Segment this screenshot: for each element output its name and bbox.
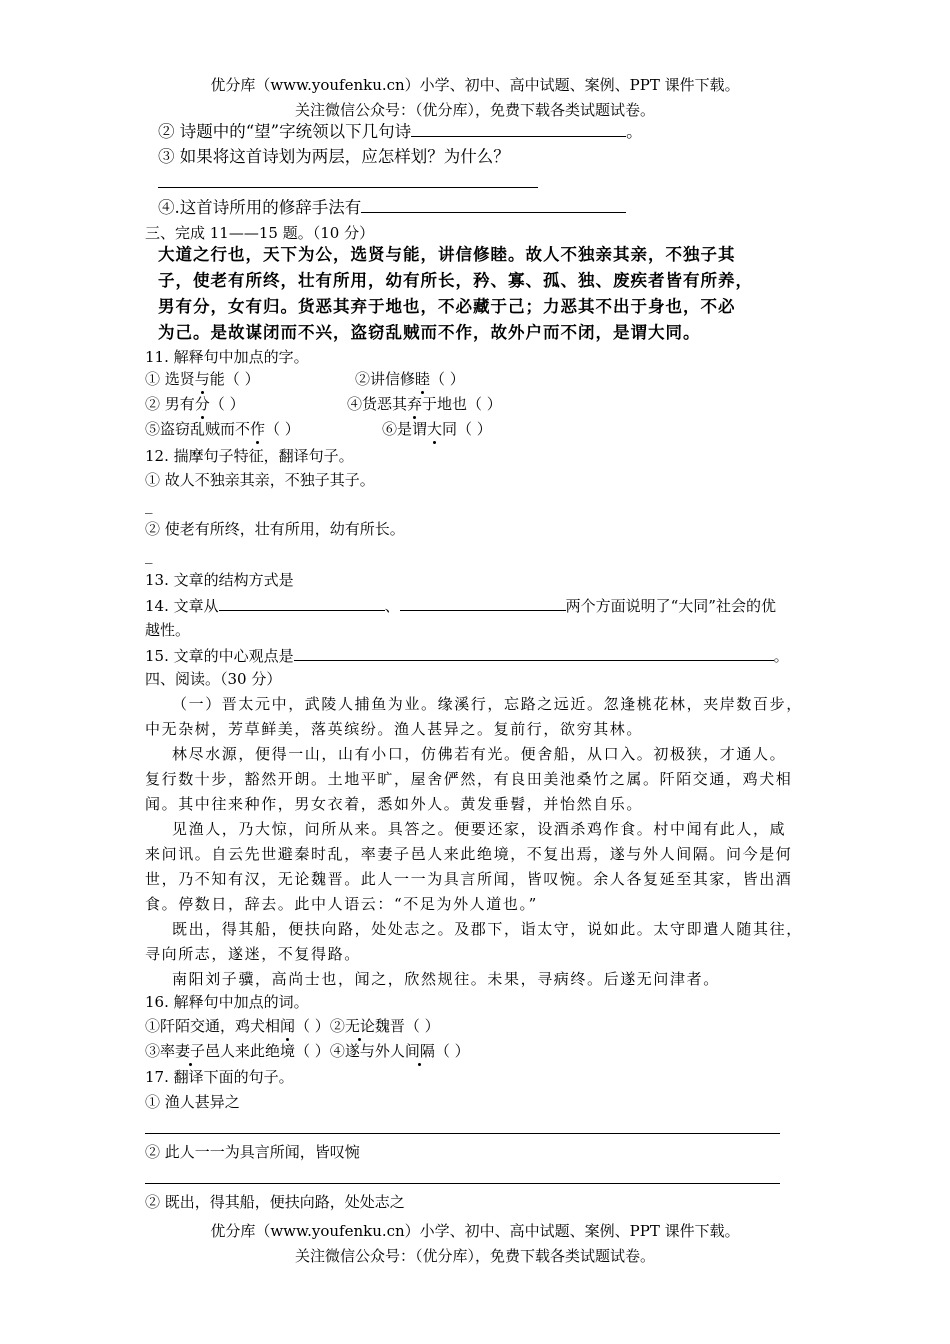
question-14: 14. 文章从 、 两个方面说明了“大同”社会的优 — [145, 594, 776, 617]
question-4: ④.这首诗所用的修辞手法有 — [158, 196, 626, 219]
passage-line: 男有分，女有归。货恶其弃于地也，不必藏于己；力恶其不出于身也，不必 — [158, 297, 736, 316]
passage-line: 中无杂树，芳草鲜美，落英缤纷。渔人甚异之。复前行，欲穷其林。 — [145, 720, 644, 738]
answer-blank[interactable] — [294, 644, 774, 661]
answer-line[interactable] — [145, 1183, 780, 1184]
answer-mark[interactable]: _ — [145, 496, 153, 514]
question-11-row: ② 男有分（ ） — [145, 395, 245, 413]
question-16-row: ③率妻子邑人来此绝境（ ）④遂与外人间隔（ ） — [145, 1042, 470, 1060]
passage-line: 南阳刘子骥，高尚士也，闻之，欣然规往。未果，寻病终。后遂无问津者。 — [172, 970, 720, 988]
question-3: ③ 如果将这首诗划为两层，应怎样划？为什么？ — [158, 147, 510, 166]
question-17-sentence: ② 此人一一为具言所闻，皆叹惋 — [145, 1143, 360, 1161]
passage-line: 见渔人，乃大惊，问所从来。具答之。便要还家，设酒杀鸡作食。村中闻有此人，咸 — [172, 820, 787, 838]
question-17-stem: 17. 翻译下面的句子。 — [145, 1068, 294, 1086]
answer-blank[interactable] — [400, 594, 566, 611]
question-14-continued: 越性。 — [145, 621, 191, 639]
question-11-stem: 11. 解释句中加点的字。 — [145, 348, 309, 366]
passage-line: （一）晋太元中，武陵人捕鱼为业。缘溪行，忘路之远近。忽逢桃花林，夹岸数百步， — [172, 695, 803, 713]
question-2: ② 诗题中的“望”字统领以下几句诗 。 — [158, 122, 643, 141]
header-line-2: 关注微信公众号：（优分库），免费下载各类试题试卷。 — [294, 101, 655, 119]
passage-line: 子，使老有所终，壮有所用，幼有所长，矜、寡、孤、独、废疾者皆有所养， — [158, 271, 753, 290]
question-11-row: ⑥是谓大同（ ） — [382, 420, 492, 438]
question-17-sentence: ② 既出，得其船，便扶向路，处处志之 — [145, 1193, 405, 1211]
passage-line: 世，乃不知有汉，无论魏晋。此人一一为具言所闻，皆叹惋。余人各复延至其家，皆出酒 — [145, 870, 793, 888]
question-13: 13. 文章的结构方式是 — [145, 571, 294, 589]
passage-line: 复行数十步，豁然开朗。土地平旷，屋舍俨然，有良田美池桑竹之属。阡陌交通，鸡犬相 — [145, 770, 793, 788]
answer-mark[interactable]: _ — [145, 546, 153, 564]
question-12-sentence: ① 故人不独亲其亲，不独子其子。 — [145, 471, 375, 489]
question-11-row: ②讲信修睦（ ） — [355, 370, 465, 388]
question-17-sentence: ① 渔人甚异之 — [145, 1093, 240, 1111]
answer-line[interactable] — [145, 1133, 780, 1134]
passage-line: 为己。是故谋闭而不兴，盗窃乱贼而不作，故外户而不闭，是谓大同。 — [158, 323, 701, 342]
footer-line-1: 优分库（www.youfenku.cn）小学、初中、高中试题、案例、PPT 课件下载。 — [210, 1222, 740, 1240]
answer-blank[interactable] — [219, 594, 385, 611]
question-12-stem: 12. 揣摩句子特征，翻译句子。 — [145, 447, 354, 465]
section-4-title: 四、阅读。（30 分） — [145, 670, 282, 688]
question-16-stem: 16. 解释句中加点的词。 — [145, 993, 309, 1011]
passage-line: 来问讯。自云先世避秦时乱，率妻子邑人来此绝境，不复出焉，遂与外人间隔。问今是何 — [145, 845, 793, 863]
question-11-row: ⑤盗窃乱贼而不作（ ） — [145, 420, 300, 438]
header-line-1: 优分库（www.youfenku.cn）小学、初中、高中试题、案例、PPT 课件下载。 — [210, 76, 740, 94]
answer-blank[interactable] — [411, 120, 626, 137]
question-11-row: ④货恶其弃于地也（ ） — [347, 395, 502, 413]
answer-line[interactable] — [158, 187, 538, 188]
passage-line: 林尽水源，便得一山，山有小口，仿佛若有光。便舍船，从口入。初极狭，才通人。 — [172, 745, 787, 763]
question-16-row: ①阡陌交通，鸡犬相闻（ ）②无论魏晋（ ） — [145, 1017, 440, 1035]
passage-line: 大道之行也，天下为公，选贤与能，讲信修睦。故人不独亲其亲，不独子其 — [158, 245, 736, 264]
answer-blank[interactable] — [361, 196, 626, 213]
passage-line: 闻。其中往来种作，男女衣着，悉如外人。黄发垂髫，并怡然自乐。 — [145, 795, 644, 813]
question-11-row: ① 选贤与能（ ） — [145, 370, 260, 388]
question-15: 15. 文章的中心观点是 。 — [145, 644, 789, 667]
question-12-sentence: ② 使老有所终，壮有所用，幼有所长。 — [145, 520, 405, 538]
passage-line: 寻向所志，遂迷，不复得路。 — [145, 945, 361, 963]
passage-line: 食。停数日，辞去。此中人语云：“不足为外人道也。” — [145, 895, 538, 913]
section-3-title: 三、完成 11——15 题。（10 分） — [145, 224, 375, 242]
footer-line-2: 关注微信公众号：（优分库），免费下载各类试题试卷。 — [294, 1247, 655, 1265]
passage-line: 既出，得其船，便扶向路，处处志之。及郡下，诣太守，说如此。太守即遣人随其往， — [172, 920, 803, 938]
